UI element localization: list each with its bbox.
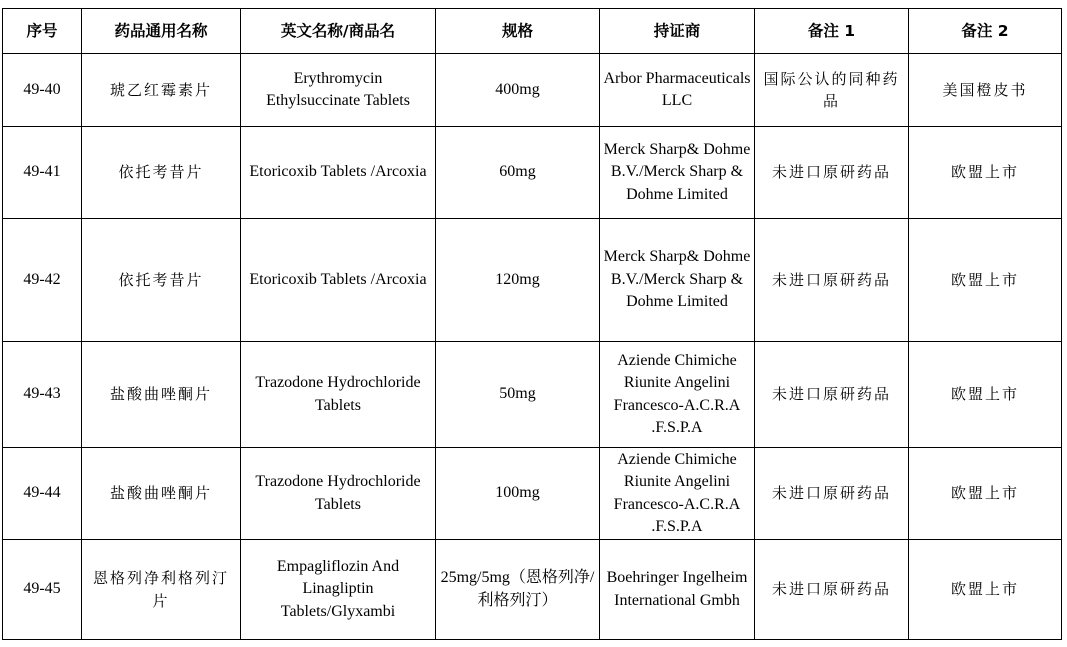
cell-note1: 未进口原研药品	[755, 127, 909, 219]
drug-list-table	[2, 8, 1062, 640]
cell-no: 49-41	[3, 127, 82, 219]
cell-generic-name: 盐酸曲唑酮片	[82, 342, 241, 448]
cell-holder: Aziende Chimiche Riunite Angelini Francesco-A.C.R.A .F.S.P.A	[600, 342, 755, 448]
cell-spec: 100mg	[436, 448, 600, 540]
table-row	[3, 342, 1062, 448]
cell-generic-name: 琥乙红霉素片	[82, 54, 241, 127]
cell-generic-name: 依托考昔片	[82, 219, 241, 342]
cell-no: 49-43	[3, 342, 82, 448]
cell-holder: Arbor Pharmaceuticals LLC	[600, 54, 755, 127]
cell-english-name: Erythromycin Ethylsuccinate Tablets	[241, 54, 436, 127]
cell-note2: 欧盟上市	[909, 342, 1062, 448]
table-row	[3, 219, 1062, 342]
table-header-row	[3, 9, 1062, 54]
cell-holder: Merck Sharp& Dohme B.V./Merck Sharp & Dohme Limited	[600, 219, 755, 342]
cell-note1: 未进口原研药品	[755, 219, 909, 342]
cell-spec: 120mg	[436, 219, 600, 342]
table-row	[3, 448, 1062, 540]
cell-note2: 欧盟上市	[909, 540, 1062, 640]
cell-no: 49-45	[3, 540, 82, 640]
cell-note1: 国际公认的同种药品	[755, 54, 909, 127]
cell-note1: 未进口原研药品	[755, 342, 909, 448]
cell-spec: 25mg/5mg（恩格列净/利格列汀）	[436, 540, 600, 640]
cell-english-name: Trazodone Hydrochloride Tablets	[241, 448, 436, 540]
cell-note1: 未进口原研药品	[755, 540, 909, 640]
cell-note1: 未进口原研药品	[755, 448, 909, 540]
header-spec: 规格	[436, 9, 600, 54]
cell-note2: 欧盟上市	[909, 127, 1062, 219]
header-note2: 备注 2	[909, 9, 1062, 54]
cell-note2: 欧盟上市	[909, 219, 1062, 342]
cell-spec: 60mg	[436, 127, 600, 219]
header-no: 序号	[3, 9, 82, 54]
cell-english-name: Etoricoxib Tablets /Arcoxia	[241, 127, 436, 219]
cell-english-name: Empagliflozin And Linagliptin Tablets/Glyxambi	[241, 540, 436, 640]
cell-english-name: Etoricoxib Tablets /Arcoxia	[241, 219, 436, 342]
header-english-name: 英文名称/商品名	[241, 9, 436, 54]
cell-spec: 50mg	[436, 342, 600, 448]
header-note1: 备注 1	[755, 9, 909, 54]
table-row	[3, 127, 1062, 219]
cell-holder: Aziende Chimiche Riunite Angelini Francesco-A.C.R.A .F.S.P.A	[600, 448, 755, 540]
header-generic-name: 药品通用名称	[82, 9, 241, 54]
table-row	[3, 54, 1062, 127]
cell-generic-name: 盐酸曲唑酮片	[82, 448, 241, 540]
cell-english-name: Trazodone Hydrochloride Tablets	[241, 342, 436, 448]
cell-generic-name: 依托考昔片	[82, 127, 241, 219]
cell-spec: 400mg	[436, 54, 600, 127]
cell-holder: Boehringer Ingelheim International Gmbh	[600, 540, 755, 640]
cell-note2: 美国橙皮书	[909, 54, 1062, 127]
cell-holder: Merck Sharp& Dohme B.V./Merck Sharp & Dohme Limited	[600, 127, 755, 219]
cell-no: 49-40	[3, 54, 82, 127]
cell-note2: 欧盟上市	[909, 448, 1062, 540]
header-holder: 持证商	[600, 9, 755, 54]
cell-generic-name: 恩格列净利格列汀片	[82, 540, 241, 640]
cell-no: 49-42	[3, 219, 82, 342]
table-row	[3, 540, 1062, 640]
cell-no: 49-44	[3, 448, 82, 540]
